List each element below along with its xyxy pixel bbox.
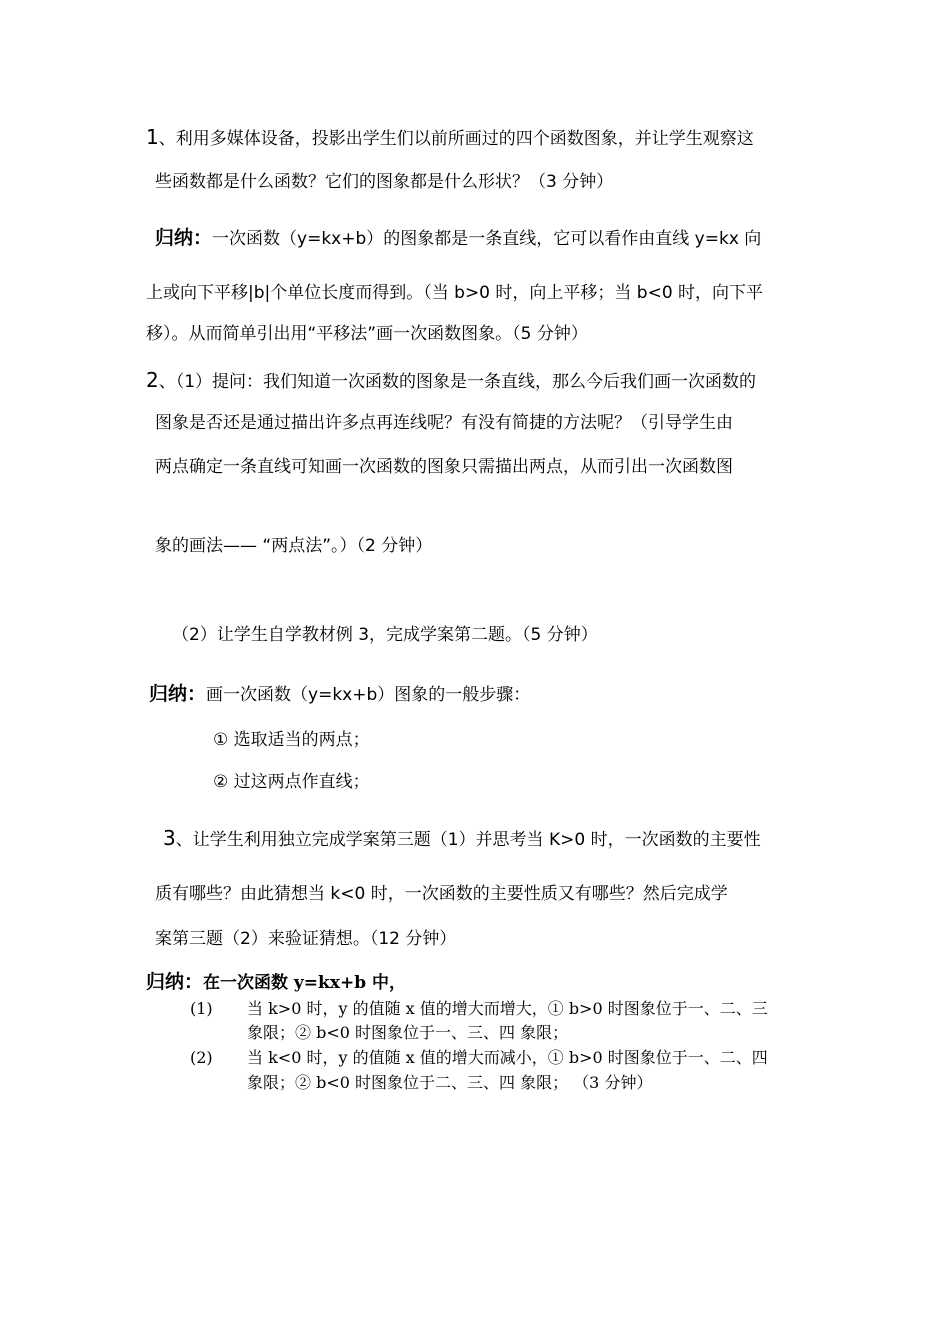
summary-2-step-1: ① 选取适当的两点； — [213, 730, 370, 750]
summary-3-item-1-label: (1) — [190, 999, 213, 1018]
section-2-line-1 — [146, 368, 756, 394]
section-2-line-3: 两点确定一条直线可知画一次函数的图象只需描出两点，从而引出一次函数图 — [155, 457, 733, 477]
section-1-line-2: 些函数都是什么函数？它们的图象都是什么形状？（3 分钟） — [155, 172, 614, 192]
section-2-line-2: 图象是否还是通过描出许多点再连线呢？有没有简捷的方法呢？（引导学生由 — [155, 413, 733, 433]
summary-1-text-1: 一次函数（y=kx+b）的图象都是一条直线，它可以看作由直线 y=kx 向 — [212, 229, 762, 249]
summary-2-step-2: ② 过这两点作直线； — [213, 772, 370, 792]
section-2-paragraph-2: （2）让学生自学教材例 3，完成学案第二题。（5 分钟） — [172, 625, 598, 645]
summary-3-line-1 — [146, 970, 406, 995]
section-1-text-1: 、利用多媒体设备，投影出学生们以前所画过的四个函数图象，并让学生观察这 — [158, 129, 754, 149]
summary-3-item-2-line-1: 当 k<0 时，y 的值随 x 值的增大而减小，① b>0 时图象位于一、二、四 — [247, 1048, 768, 1067]
section-3-line-1 — [163, 826, 761, 852]
summary-3-item-1-line-1: 当 k>0 时，y 的值随 x 值的增大而增大，① b>0 时图象位于一、二、三 — [247, 999, 768, 1018]
summary-3-item-2-line-2: 象限；② b<0 时图象位于二、三、四 象限； （3 分钟） — [247, 1073, 653, 1092]
summary-1-line-1 — [155, 226, 761, 251]
section-2-number: 2 — [146, 368, 159, 392]
section-2-line-4: 象的画法—— “两点法”。）（2 分钟） — [155, 536, 433, 556]
section-3-line-3: 案第三题（2）来验证猜想。（12 分钟） — [155, 929, 457, 949]
section-1-number: 1 — [146, 125, 159, 149]
summary-1-lead: 归纳： — [155, 227, 213, 249]
summary-3-item-2-label: (2) — [190, 1048, 213, 1067]
section-2-text-1: 、（1）提问：我们知道一次函数的图象是一条直线，那么今后我们画一次函数的 — [158, 372, 757, 392]
summary-2-line-1 — [149, 682, 530, 707]
section-3-text-1: 、让学生利用独立完成学案第三题（1）并思考当 K>0 时，一次函数的主要性 — [175, 830, 761, 850]
section-1-line-1 — [146, 125, 754, 151]
summary-2-lead: 归纳： — [149, 683, 207, 705]
summary-3-heading: 在一次函数 y=kx+b 中， — [203, 973, 407, 993]
summary-1-line-3: 移）。从而简单引出用“平移法”画一次函数图象。（5 分钟） — [146, 324, 588, 344]
summary-3-lead: 归纳： — [146, 971, 204, 993]
section-3-number: 3 — [163, 826, 176, 850]
summary-1-line-2: 上或向下平移|b|个单位长度而得到。（当 b>0 时，向上平移；当 b<0 时，向下平 — [146, 283, 764, 303]
section-3-line-2: 质有哪些？由此猜想当 k<0 时，一次函数的主要性质又有哪些？然后完成学 — [155, 884, 728, 904]
summary-2-text-1: 画一次函数（y=kx+b）图象的一般步骤： — [206, 685, 531, 705]
summary-3-item-1-line-2: 象限；② b<0 时图象位于一、三、四 象限； — [247, 1023, 569, 1042]
